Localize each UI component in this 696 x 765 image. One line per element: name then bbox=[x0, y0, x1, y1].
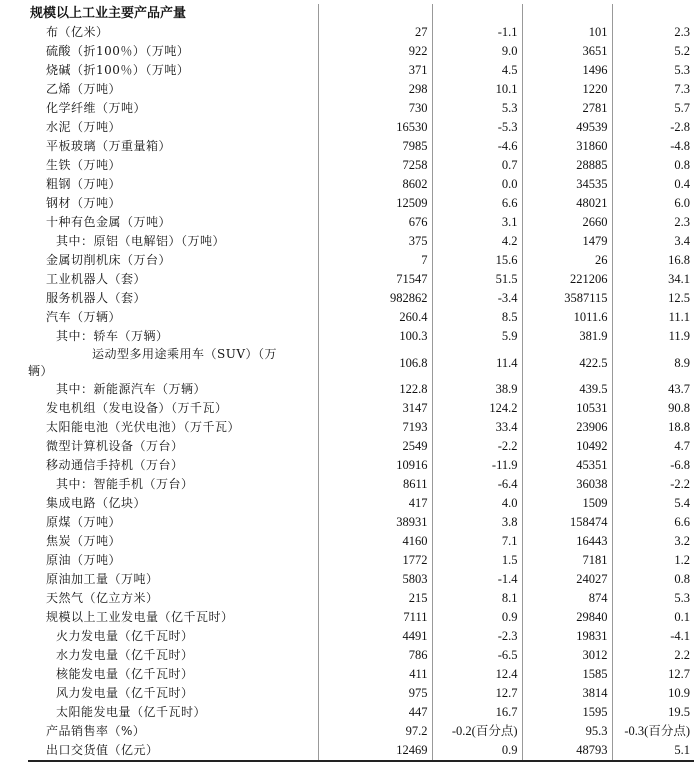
month-growth: 51.5 bbox=[495, 272, 518, 286]
cumulative-output: 1220 bbox=[522, 80, 612, 99]
row-label: 太阳能发电量（亿千瓦时） bbox=[56, 705, 207, 719]
table-row bbox=[28, 627, 694, 646]
month-output: 417 bbox=[318, 494, 432, 513]
month-growth: -2.2 bbox=[497, 439, 518, 453]
month-output: 922 bbox=[318, 42, 432, 61]
month-growth: 11.4 bbox=[496, 355, 518, 370]
row-label: 原油（万吨） bbox=[46, 553, 122, 567]
month-growth: 5.9 bbox=[501, 329, 518, 343]
cumulative-growth: 2.2 bbox=[674, 648, 690, 662]
cumulative-output: 7181 bbox=[522, 551, 612, 570]
month-output: 27 bbox=[318, 23, 432, 42]
month-output: 447 bbox=[318, 703, 432, 722]
cumulative-growth: -4.8 bbox=[670, 139, 690, 153]
row-label: 移动通信手持机（万台） bbox=[46, 458, 184, 472]
month-output: 215 bbox=[318, 589, 432, 608]
table-row bbox=[28, 137, 694, 156]
month-output: 371 bbox=[318, 61, 432, 80]
cumulative-output: 158474 bbox=[522, 513, 612, 532]
row-label-line2: 辆） bbox=[28, 364, 54, 378]
table-row bbox=[28, 251, 694, 270]
cumulative-output: 381.9 bbox=[522, 327, 612, 346]
month-output: 1772 bbox=[318, 551, 432, 570]
cumulative-growth: 5.7 bbox=[674, 101, 690, 115]
cumulative-output: 95.3 bbox=[522, 722, 612, 741]
month-growth: -11.9 bbox=[491, 458, 518, 472]
table-row bbox=[28, 327, 694, 346]
table-row bbox=[28, 380, 694, 399]
table-row bbox=[28, 175, 694, 194]
month-growth: 4.0 bbox=[501, 496, 518, 510]
table-row bbox=[28, 232, 694, 251]
table-row bbox=[28, 684, 694, 703]
month-growth: 15.6 bbox=[495, 253, 518, 267]
row-label: 烧碱（折100％）（万吨） bbox=[46, 63, 190, 77]
month-output: 16530 bbox=[318, 118, 432, 137]
row-label: 金属切削机床（万台） bbox=[46, 253, 172, 267]
month-output: 12469 bbox=[318, 741, 432, 761]
month-growth: 38.9 bbox=[495, 382, 518, 396]
row-label: 发电机组（发电设备）（万千瓦） bbox=[46, 401, 228, 415]
cumulative-output: 1011.6 bbox=[522, 308, 612, 327]
row-label: 水泥（万吨） bbox=[46, 120, 122, 134]
cumulative-growth: 19.5 bbox=[668, 705, 690, 719]
row-label: 粗钢（万吨） bbox=[46, 177, 122, 191]
cumulative-growth: 12.7 bbox=[668, 667, 690, 681]
cumulative-output: 3651 bbox=[522, 42, 612, 61]
row-label: 天然气（亿立方米） bbox=[46, 591, 159, 605]
table-row bbox=[28, 399, 694, 418]
month-growth: 4.5 bbox=[501, 63, 518, 77]
cumulative-output: 2660 bbox=[522, 213, 612, 232]
month-growth: 1.5 bbox=[501, 553, 518, 567]
month-output: 38931 bbox=[318, 513, 432, 532]
month-growth: -3.4 bbox=[497, 291, 518, 305]
row-label: 水力发电量（亿千瓦时） bbox=[56, 648, 194, 662]
row-label-line1: 运动型多用途乘用车（SUV）（万 bbox=[92, 347, 278, 361]
cumulative-output: 16443 bbox=[522, 532, 612, 551]
table-row bbox=[28, 156, 694, 175]
month-output: 122.8 bbox=[318, 380, 432, 399]
month-growth: -6.4 bbox=[497, 477, 518, 491]
cumulative-output: 23906 bbox=[522, 418, 612, 437]
table-row bbox=[28, 475, 694, 494]
month-growth: 9.0 bbox=[501, 44, 518, 58]
month-output: 7111 bbox=[318, 608, 432, 627]
table-row bbox=[28, 665, 694, 684]
cumulative-output: 1479 bbox=[522, 232, 612, 251]
month-output: 676 bbox=[318, 213, 432, 232]
month-growth: -6.5 bbox=[497, 648, 518, 662]
product-output-table bbox=[28, 4, 694, 762]
table-row bbox=[28, 42, 694, 61]
cumulative-growth: 0.8 bbox=[674, 572, 690, 586]
cumulative-output: 2781 bbox=[522, 99, 612, 118]
month-output: 982862 bbox=[318, 289, 432, 308]
cumulative-growth: 5.2 bbox=[674, 44, 690, 58]
month-growth: 12.4 bbox=[495, 667, 518, 681]
table-row bbox=[28, 99, 694, 118]
cumulative-output: 3012 bbox=[522, 646, 612, 665]
month-output: 5803 bbox=[318, 570, 432, 589]
table-row bbox=[28, 118, 694, 137]
month-growth: -0.2(百分点) bbox=[451, 724, 518, 738]
month-output: 4160 bbox=[318, 532, 432, 551]
table-row bbox=[28, 270, 694, 289]
month-output: 375 bbox=[318, 232, 432, 251]
row-label bbox=[28, 346, 318, 380]
month-output: 7985 bbox=[318, 137, 432, 156]
row-label: 服务机器人（套） bbox=[46, 291, 147, 305]
cumulative-growth: 18.8 bbox=[668, 420, 690, 434]
table-title-row bbox=[28, 4, 694, 23]
month-growth: 12.7 bbox=[495, 686, 518, 700]
month-output: 8602 bbox=[318, 175, 432, 194]
table-row bbox=[28, 194, 694, 213]
month-growth: 33.4 bbox=[495, 420, 518, 434]
month-growth: 8.1 bbox=[501, 591, 518, 605]
cumulative-output: 45351 bbox=[522, 456, 612, 475]
row-label: 其中：轿车（万辆） bbox=[56, 329, 169, 343]
month-growth: 6.6 bbox=[501, 196, 518, 210]
row-label: 硫酸（折100％）（万吨） bbox=[46, 44, 190, 58]
month-output: 106.8 bbox=[318, 346, 432, 380]
cumulative-growth: 10.9 bbox=[668, 686, 690, 700]
cumulative-output: 3587115 bbox=[522, 289, 612, 308]
month-growth: 10.1 bbox=[495, 82, 518, 96]
row-label: 钢材（万吨） bbox=[46, 196, 122, 210]
row-label: 平板玻璃（万重量箱） bbox=[46, 139, 172, 153]
table-row bbox=[28, 289, 694, 308]
month-output: 100.3 bbox=[318, 327, 432, 346]
row-label: 布（亿米） bbox=[46, 25, 109, 39]
row-label: 产品销售率（%） bbox=[46, 724, 146, 738]
month-growth: 3.8 bbox=[501, 515, 518, 529]
cumulative-growth: -2.2 bbox=[670, 477, 690, 491]
cumulative-growth: 43.7 bbox=[668, 382, 690, 396]
cumulative-growth: 5.3 bbox=[674, 591, 690, 605]
table-row bbox=[28, 346, 694, 380]
table-row bbox=[28, 494, 694, 513]
table-row bbox=[28, 456, 694, 475]
month-growth: -5.3 bbox=[497, 120, 518, 134]
cumulative-output: 29840 bbox=[522, 608, 612, 627]
table-title: 规模以上工业主要产品产量 bbox=[30, 6, 187, 21]
cumulative-growth: 2.3 bbox=[674, 215, 690, 229]
cumulative-output: 19831 bbox=[522, 627, 612, 646]
cumulative-output: 10531 bbox=[522, 399, 612, 418]
cumulative-output: 10492 bbox=[522, 437, 612, 456]
cumulative-growth: 5.4 bbox=[674, 496, 690, 510]
row-label: 其中：原铝（电解铝）（万吨） bbox=[56, 234, 226, 248]
table-row bbox=[28, 551, 694, 570]
month-growth: 0.9 bbox=[501, 610, 518, 624]
cumulative-growth: 0.8 bbox=[674, 158, 690, 172]
cumulative-growth: 11.1 bbox=[668, 310, 690, 324]
month-growth: 124.2 bbox=[489, 401, 518, 415]
cumulative-growth: 5.1 bbox=[612, 741, 694, 761]
row-label: 汽车（万辆） bbox=[46, 310, 122, 324]
cumulative-growth: 6.0 bbox=[674, 196, 690, 210]
table-row bbox=[28, 646, 694, 665]
cumulative-growth: 4.7 bbox=[674, 439, 690, 453]
table-row bbox=[28, 437, 694, 456]
cumulative-growth: 7.3 bbox=[674, 82, 690, 96]
cumulative-growth: 3.2 bbox=[674, 534, 690, 548]
row-label: 规模以上工业发电量（亿千瓦时） bbox=[46, 610, 234, 624]
month-output: 3147 bbox=[318, 399, 432, 418]
cumulative-growth: 0.1 bbox=[674, 610, 690, 624]
table-row bbox=[28, 513, 694, 532]
cumulative-output: 422.5 bbox=[522, 346, 612, 380]
cumulative-output: 1595 bbox=[522, 703, 612, 722]
month-growth: -4.6 bbox=[497, 139, 518, 153]
cumulative-growth: 12.5 bbox=[668, 291, 690, 305]
table-row bbox=[28, 308, 694, 327]
month-output: 260.4 bbox=[318, 308, 432, 327]
month-growth: 4.2 bbox=[501, 234, 518, 248]
cumulative-output: 36038 bbox=[522, 475, 612, 494]
cumulative-growth: 1.2 bbox=[674, 553, 690, 567]
month-output: 2549 bbox=[318, 437, 432, 456]
month-growth: 0.0 bbox=[501, 177, 518, 191]
table-row bbox=[28, 213, 694, 232]
month-growth: 16.7 bbox=[495, 705, 518, 719]
cumulative-output: 874 bbox=[522, 589, 612, 608]
cumulative-output: 28885 bbox=[522, 156, 612, 175]
cumulative-growth: 0.4 bbox=[674, 177, 690, 191]
table-row bbox=[28, 61, 694, 80]
cumulative-output: 48793 bbox=[522, 741, 612, 761]
row-label: 焦炭（万吨） bbox=[46, 534, 122, 548]
month-output: 97.2 bbox=[318, 722, 432, 741]
month-output: 7 bbox=[318, 251, 432, 270]
cumulative-output: 101 bbox=[522, 23, 612, 42]
cumulative-growth: 6.6 bbox=[674, 515, 690, 529]
month-growth: 0.9 bbox=[432, 741, 522, 761]
month-output: 298 bbox=[318, 80, 432, 99]
row-label: 生铁（万吨） bbox=[46, 158, 122, 172]
table-row bbox=[28, 703, 694, 722]
month-growth: 7.1 bbox=[501, 534, 518, 548]
cumulative-growth: -0.3(百分点) bbox=[624, 724, 690, 738]
cumulative-growth: 8.9 bbox=[674, 355, 690, 370]
month-output: 8611 bbox=[318, 475, 432, 494]
cumulative-output: 49539 bbox=[522, 118, 612, 137]
row-label: 微型计算机设备（万台） bbox=[46, 439, 184, 453]
table-row bbox=[28, 80, 694, 99]
cumulative-output: 31860 bbox=[522, 137, 612, 156]
table-row bbox=[28, 589, 694, 608]
cumulative-growth: 2.3 bbox=[674, 25, 690, 39]
month-output: 7193 bbox=[318, 418, 432, 437]
row-label: 出口交货值（亿元） bbox=[28, 741, 318, 761]
table-row bbox=[28, 23, 694, 42]
table-row bbox=[28, 570, 694, 589]
row-label: 工业机器人（套） bbox=[46, 272, 147, 286]
month-output: 4491 bbox=[318, 627, 432, 646]
cumulative-growth: 34.1 bbox=[668, 272, 690, 286]
month-output: 7258 bbox=[318, 156, 432, 175]
month-growth: 5.3 bbox=[501, 101, 518, 115]
cumulative-output: 221206 bbox=[522, 270, 612, 289]
month-output: 730 bbox=[318, 99, 432, 118]
cumulative-output: 1585 bbox=[522, 665, 612, 684]
month-growth: -1.4 bbox=[497, 572, 518, 586]
table-row bbox=[28, 418, 694, 437]
row-label: 化学纤维（万吨） bbox=[46, 101, 147, 115]
cumulative-growth: -4.1 bbox=[670, 629, 690, 643]
row-label: 其中：新能源汽车（万辆） bbox=[56, 382, 207, 396]
month-output: 12509 bbox=[318, 194, 432, 213]
row-label: 风力发电量（亿千瓦时） bbox=[56, 686, 194, 700]
row-label: 集成电路（亿块） bbox=[46, 496, 147, 510]
row-label: 核能发电量（亿千瓦时） bbox=[56, 667, 194, 681]
row-label: 原油加工量（万吨） bbox=[46, 572, 159, 586]
month-output: 71547 bbox=[318, 270, 432, 289]
cumulative-output: 34535 bbox=[522, 175, 612, 194]
cumulative-growth: 3.4 bbox=[674, 234, 690, 248]
cumulative-output: 3814 bbox=[522, 684, 612, 703]
cumulative-growth: -2.8 bbox=[670, 120, 690, 134]
month-output: 786 bbox=[318, 646, 432, 665]
cumulative-growth: 90.8 bbox=[668, 401, 690, 415]
month-output: 975 bbox=[318, 684, 432, 703]
month-growth: 8.5 bbox=[501, 310, 518, 324]
row-label: 火力发电量（亿千瓦时） bbox=[56, 629, 194, 643]
row-label: 原煤（万吨） bbox=[46, 515, 122, 529]
table-row bbox=[28, 741, 694, 761]
row-label: 十种有色金属（万吨） bbox=[46, 215, 172, 229]
month-growth: -2.3 bbox=[497, 629, 518, 643]
cumulative-output: 1509 bbox=[522, 494, 612, 513]
cumulative-growth: -6.8 bbox=[670, 458, 690, 472]
month-growth: 3.1 bbox=[501, 215, 518, 229]
row-label: 其中：智能手机（万台） bbox=[56, 477, 194, 491]
cumulative-growth: 5.3 bbox=[674, 63, 690, 77]
cumulative-output: 48021 bbox=[522, 194, 612, 213]
cumulative-output: 439.5 bbox=[522, 380, 612, 399]
row-label: 乙烯（万吨） bbox=[46, 82, 122, 96]
cumulative-output: 1496 bbox=[522, 61, 612, 80]
table-row bbox=[28, 532, 694, 551]
table-row bbox=[28, 722, 694, 741]
month-growth: 0.7 bbox=[501, 158, 518, 172]
month-output: 10916 bbox=[318, 456, 432, 475]
cumulative-growth: 16.8 bbox=[668, 253, 690, 267]
cumulative-output: 24027 bbox=[522, 570, 612, 589]
cumulative-growth: 11.9 bbox=[668, 329, 690, 343]
table-row bbox=[28, 608, 694, 627]
row-label: 太阳能电池（光伏电池）（万千瓦） bbox=[46, 420, 241, 434]
cumulative-output: 26 bbox=[522, 251, 612, 270]
month-growth: -1.1 bbox=[497, 25, 518, 39]
month-output: 411 bbox=[318, 665, 432, 684]
